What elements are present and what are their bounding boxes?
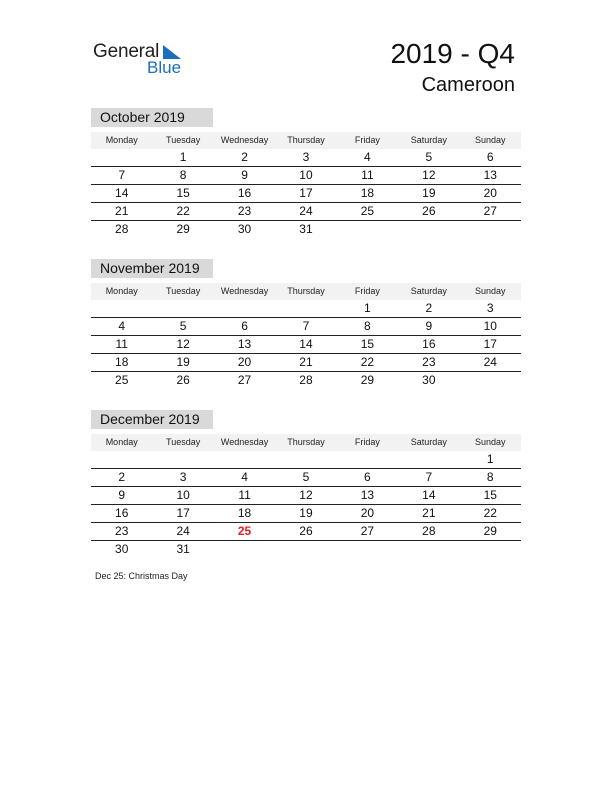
day-cell: 11 [115,337,128,351]
logo-triangle-icon [163,45,181,59]
day-cell: 1 [486,452,494,466]
weekday-label: Saturday [410,437,447,447]
day-cell [460,541,521,558]
week-row [91,469,521,487]
week-row [91,372,521,389]
day-cell: 23 [115,524,129,538]
weekday-label: Thursday [287,286,325,296]
weekday-label: Friday [354,437,380,447]
day-cell: 8 [364,319,371,333]
weekday-label: Tuesday [166,135,201,145]
day-cell: 17 [483,337,497,351]
day-cell [91,300,152,317]
day-cell: 12 [176,337,190,351]
day-cell: 29 [176,222,190,236]
day-cell: 11 [238,488,251,502]
day-cell: 3 [179,470,187,484]
month-october [91,108,521,238]
month-november [91,259,521,389]
day-cell: 17 [299,186,313,200]
day-cell: 30 [237,222,252,236]
logo [93,40,193,80]
day-cell: 21 [115,204,129,218]
day-cell: 26 [299,524,313,538]
day-cell: 27 [483,204,497,218]
week-row [91,167,521,185]
month-december [91,410,521,558]
holiday-day-cell: 25 [237,524,252,538]
day-cell: 15 [483,488,497,502]
day-cell: 22 [483,506,497,520]
day-cell: 7 [425,470,433,484]
week-row [91,505,521,523]
week-row [91,541,521,558]
day-cell: 19 [422,186,436,200]
weekday-label: Friday [354,286,380,296]
weekday-label: Monday [105,135,138,145]
weekday-label: Friday [354,135,380,145]
weekday-label: Saturday [410,286,447,296]
day-cell: 7 [302,319,310,333]
day-cell: 8 [486,470,494,484]
week-row [91,185,521,203]
weekday-label: Tuesday [166,437,201,447]
weekday-header [91,132,521,149]
day-cell: 16 [115,506,129,520]
day-cell: 25 [360,204,375,218]
day-cell: 17 [176,506,190,520]
day-cell: 10 [483,319,497,333]
holiday-note: Dec 25: Christmas Day [95,571,188,581]
day-cell: 5 [302,470,310,484]
week-row [91,354,521,372]
day-cell [460,221,521,238]
day-cell: 31 [176,542,190,556]
day-cell: 20 [360,506,375,520]
day-cell [275,300,336,317]
day-cell: 18 [115,355,129,369]
day-cell: 30 [115,542,129,556]
week-row [91,523,521,541]
day-cell: 29 [483,524,497,538]
day-cell: 21 [422,506,436,520]
weekday-label: Sunday [474,135,506,145]
day-cell: 16 [237,186,252,200]
day-cell: 16 [422,337,436,351]
day-cell: 18 [237,506,252,520]
day-cell [275,541,336,558]
day-cell: 25 [115,373,129,387]
day-cell: 27 [360,524,375,538]
day-cell: 6 [486,150,494,164]
day-cell: 2 [241,150,248,164]
day-cell [337,541,398,558]
day-cell: 4 [364,150,371,164]
week-row [91,487,521,505]
day-cell: 8 [179,168,187,182]
weekday-label: Sunday [474,286,506,296]
day-cell: 26 [422,204,436,218]
day-cell: 1 [179,150,187,164]
weekday-label: Thursday [287,437,325,447]
month-label: October 2019 [91,108,213,127]
day-cell: 13 [360,488,375,502]
day-cell: 24 [176,524,190,538]
day-cell: 2 [425,301,433,315]
day-cell: 10 [299,168,313,182]
day-cell: 3 [302,150,310,164]
day-cell: 14 [115,186,129,200]
weekday-label: Monday [105,286,138,296]
day-cell [214,541,275,558]
day-cell [398,221,459,238]
day-cell: 12 [299,488,313,502]
day-cell: 4 [118,319,126,333]
day-cell: 3 [486,301,494,315]
month-label: December 2019 [91,410,213,429]
day-cell: 27 [237,373,252,387]
page-title: 2019 - Q4 [390,38,515,69]
month-grid [91,149,521,238]
day-cell: 18 [360,186,375,200]
day-cell: 22 [360,355,375,369]
day-cell [460,372,521,389]
day-cell [91,451,152,468]
day-cell: 11 [361,168,374,182]
day-cell [275,451,336,468]
day-cell: 23 [422,355,436,369]
day-cell: 1 [364,301,371,315]
day-cell: 28 [115,222,129,236]
weekday-label: Tuesday [166,286,201,296]
country-name: Cameroon [421,74,515,96]
day-cell [398,451,459,468]
day-cell: 29 [360,373,375,387]
day-cell: 26 [176,373,190,387]
logo-word-blue: Blue [147,58,182,77]
day-cell: 24 [299,204,313,218]
month-grid [91,451,521,558]
weekday-label: Wednesday [220,286,269,296]
day-cell: 5 [179,319,187,333]
day-cell: 13 [237,337,252,351]
day-cell [214,300,275,317]
day-cell: 28 [422,524,436,538]
day-cell: 19 [176,355,190,369]
logo-word-general: General [93,41,160,62]
weekday-header [91,434,521,451]
day-cell: 30 [422,373,436,387]
day-cell: 2 [118,470,126,484]
day-cell [214,451,275,468]
day-cell: 31 [299,222,313,236]
day-cell: 19 [299,506,313,520]
weekday-header [91,283,521,300]
week-row [91,221,521,238]
day-cell: 22 [176,204,190,218]
day-cell [152,451,213,468]
week-row [91,336,521,354]
day-cell: 23 [237,204,252,218]
month-label: November 2019 [91,259,213,278]
day-cell: 24 [483,355,497,369]
day-cell [152,300,213,317]
week-row [91,300,521,318]
day-cell: 14 [299,337,313,351]
week-row [91,318,521,336]
day-cell: 9 [118,488,126,502]
day-cell: 7 [118,168,126,182]
week-row [91,451,521,469]
day-cell: 20 [237,355,252,369]
day-cell: 15 [360,337,375,351]
day-cell: 14 [422,488,436,502]
day-cell: 9 [425,319,433,333]
day-cell: 6 [241,319,248,333]
day-cell [337,451,398,468]
day-cell: 10 [176,488,190,502]
day-cell: 13 [483,168,497,182]
day-cell: 9 [241,168,248,182]
week-row [91,203,521,221]
month-grid [91,300,521,389]
day-cell [398,541,459,558]
day-cell: 12 [422,168,436,182]
weekday-label: Thursday [287,135,325,145]
day-cell: 20 [483,186,497,200]
week-row [91,149,521,167]
day-cell: 21 [299,355,313,369]
day-cell: 15 [176,186,190,200]
day-cell [91,149,152,166]
day-cell: 5 [425,150,433,164]
day-cell: 4 [241,470,248,484]
weekday-label: Sunday [474,437,506,447]
weekday-label: Saturday [410,135,447,145]
weekday-label: Wednesday [220,437,269,447]
day-cell [337,221,398,238]
weekday-label: Monday [105,437,138,447]
weekday-label: Wednesday [220,135,269,145]
day-cell: 6 [364,470,371,484]
day-cell: 28 [299,373,313,387]
